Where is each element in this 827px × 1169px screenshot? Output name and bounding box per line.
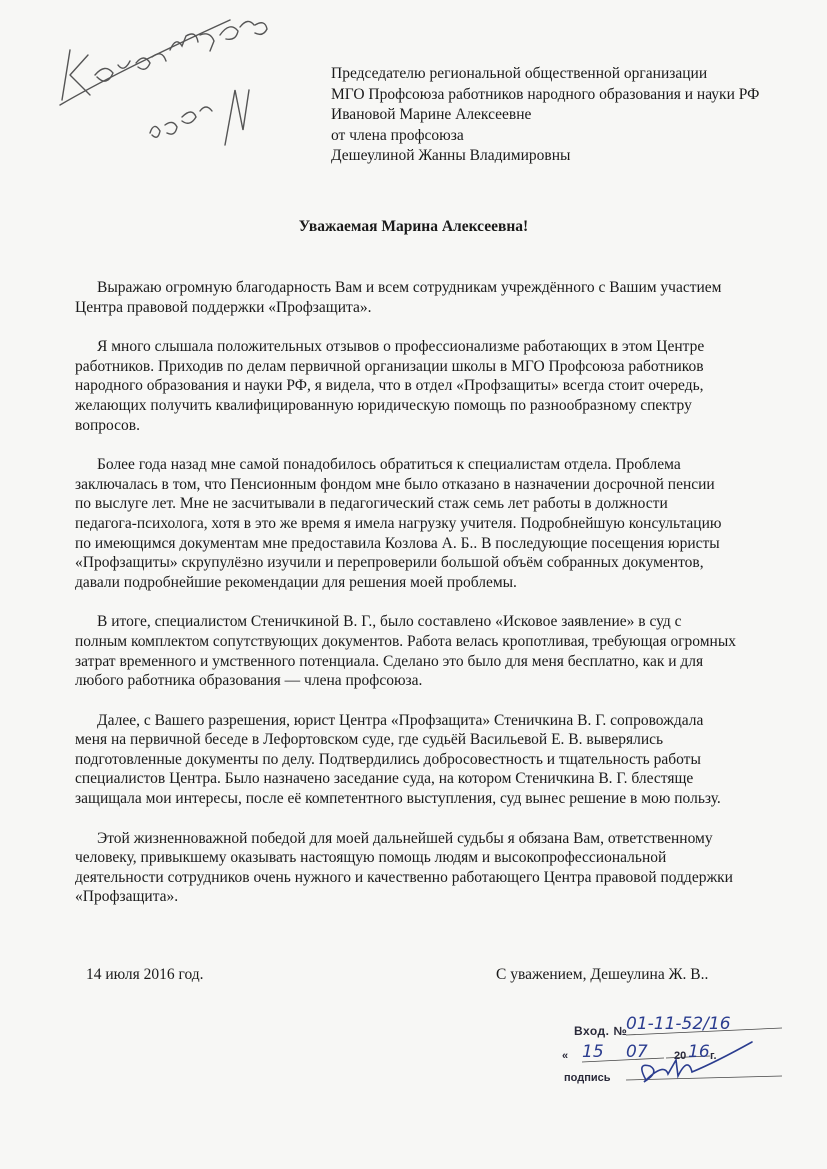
closing-signature: С уважением, Дешеулина Ж. В.. bbox=[496, 966, 709, 983]
paragraph-line: вопросов. bbox=[75, 416, 140, 434]
addressee-line: Ивановой Марине Алексеевне bbox=[331, 106, 532, 123]
paragraph-line: В итоге, специалистом Стеничкиной В. Г., было составлено «Исковое заявление» в суд с bbox=[97, 613, 682, 631]
stamp-day: 15 bbox=[582, 1042, 604, 1062]
paragraph bbox=[75, 455, 795, 592]
stamp-month: 07 bbox=[626, 1042, 648, 1062]
quote-open: « bbox=[562, 1050, 569, 1062]
paragraph-line: меня на первичной беседе в Лефортовском суде, где судьёй Васильевой Е. В. выверялись bbox=[75, 731, 664, 749]
paragraph-line: подготовленные документы по делу. Подтвердились добросовестность и тщательность работы bbox=[75, 750, 701, 768]
paragraph-line: полным комплектом сопутствующих документов. Работа велась кропотливая, требующая огромных bbox=[75, 632, 737, 650]
paragraph-line: желающих получить квалифицированную юридическую помощь по разнообразному спектру bbox=[75, 396, 692, 414]
stamp-year-suffix: 16 bbox=[688, 1042, 710, 1062]
paragraph-line: защищала мои интересы, после её компетентного выступления, суд вынес решение в мою пользу. bbox=[75, 790, 721, 808]
addressee-line: Дешеулиной Жанны Владимировны bbox=[331, 147, 571, 164]
addressee-line: от члена профсоюза bbox=[331, 126, 464, 144]
paragraph-line: затрат временного и умственного потенциала. Сделано это было для меня бесплатно, как и для bbox=[75, 652, 704, 670]
addressee-block bbox=[331, 64, 759, 167]
paragraph-line: Более года назад мне самой понадобилось обратиться к специалистам отдела. Проблема bbox=[97, 456, 681, 474]
paragraph-line: «Профзащита». bbox=[75, 888, 179, 906]
handwritten-signature bbox=[560, 1010, 790, 1120]
paragraph-line: заключалась в том, что Пенсионным фондом мне было отказано в назначении досрочной пенсии bbox=[75, 475, 715, 493]
addressee-line: МГО Профсоюза работников народного образования и науки РФ bbox=[331, 85, 760, 103]
signature-label: подпись bbox=[564, 1072, 611, 1084]
paragraph-line: Выражаю огромную благодарность Вам и всем сотрудникам учреждённого с Вашим участием bbox=[97, 279, 722, 296]
handwritten-resolution bbox=[40, 5, 280, 165]
paragraph-line: давали подробнейшие рекомендации для решения моей проблемы. bbox=[75, 573, 517, 591]
paragraph-line: Центра правовой поддержки «Профзащита». bbox=[75, 298, 372, 316]
paragraph-line: педагога-психолога, хотя в это же время я имела нагрузку учителя. Подробнейшую консультацию bbox=[75, 514, 722, 532]
paragraph bbox=[75, 829, 795, 907]
addressee-line: Председателю региональной общественной организации bbox=[331, 65, 708, 82]
paragraph-line: народного образования и науки РФ, я видела, что в отдел «Профзащиты» всегда стоит очередь, bbox=[75, 377, 704, 395]
paragraph-line: работников. Приходив по делам первичной организации школы в МГО Профсоюза работников bbox=[75, 357, 704, 375]
incoming-stamp bbox=[560, 1010, 790, 1120]
paragraph-line: деятельности сотрудников очень нужного и качественно работающего Центра правовой поддержки bbox=[75, 868, 733, 886]
stamp-year-prefix: 20 bbox=[674, 1050, 687, 1062]
stamp-year-unit: г. bbox=[710, 1050, 717, 1062]
paragraph bbox=[75, 612, 795, 690]
paragraph-line: по выслуге лет. Мне не засчитывали в педагогический стаж семь лет работы в должности bbox=[75, 495, 668, 513]
incoming-number: 01-11-52/16 bbox=[626, 1014, 731, 1034]
paragraph-line: специалистов Центра. Было назначено заседание суда, на котором Стеничкина В. Г. блестяще bbox=[75, 770, 694, 788]
paragraph-line: по имеющимся документам мне предоставила Козлова А. Б.. В последующие посещения юристы bbox=[75, 534, 720, 552]
salutation: Уважаемая Марина Алексеевна! bbox=[298, 218, 529, 235]
paragraph-line: Я много слышала положительных отзывов о профессионализме работающих в этом Центре bbox=[97, 338, 705, 356]
paragraph bbox=[75, 278, 795, 317]
letter-date: 14 июля 2016 год. bbox=[86, 966, 204, 983]
paragraph-line: Этой жизненноважной победой для моей дальнейшей судьбы я обязана Вам, ответственному bbox=[97, 829, 713, 847]
incoming-label: Вход. № bbox=[574, 1024, 628, 1038]
paragraph-line: «Профзащиты» скрупулёзно изучили и перепроверили большой объём собранных документов, bbox=[75, 554, 704, 572]
paragraph bbox=[75, 711, 795, 809]
paragraph-line: Далее, с Вашего разрешения, юрист Центра «Профзащита» Стеничкина В. Г. сопровождала bbox=[97, 711, 704, 729]
paragraph-line: человеку, привыкшему оказывать настоящую помощь людям и высокопрофессиональной bbox=[75, 849, 667, 867]
letter-body bbox=[75, 278, 795, 927]
paragraph-line: любого работника образования — члена профсоюза. bbox=[75, 672, 423, 690]
paragraph bbox=[75, 337, 795, 435]
